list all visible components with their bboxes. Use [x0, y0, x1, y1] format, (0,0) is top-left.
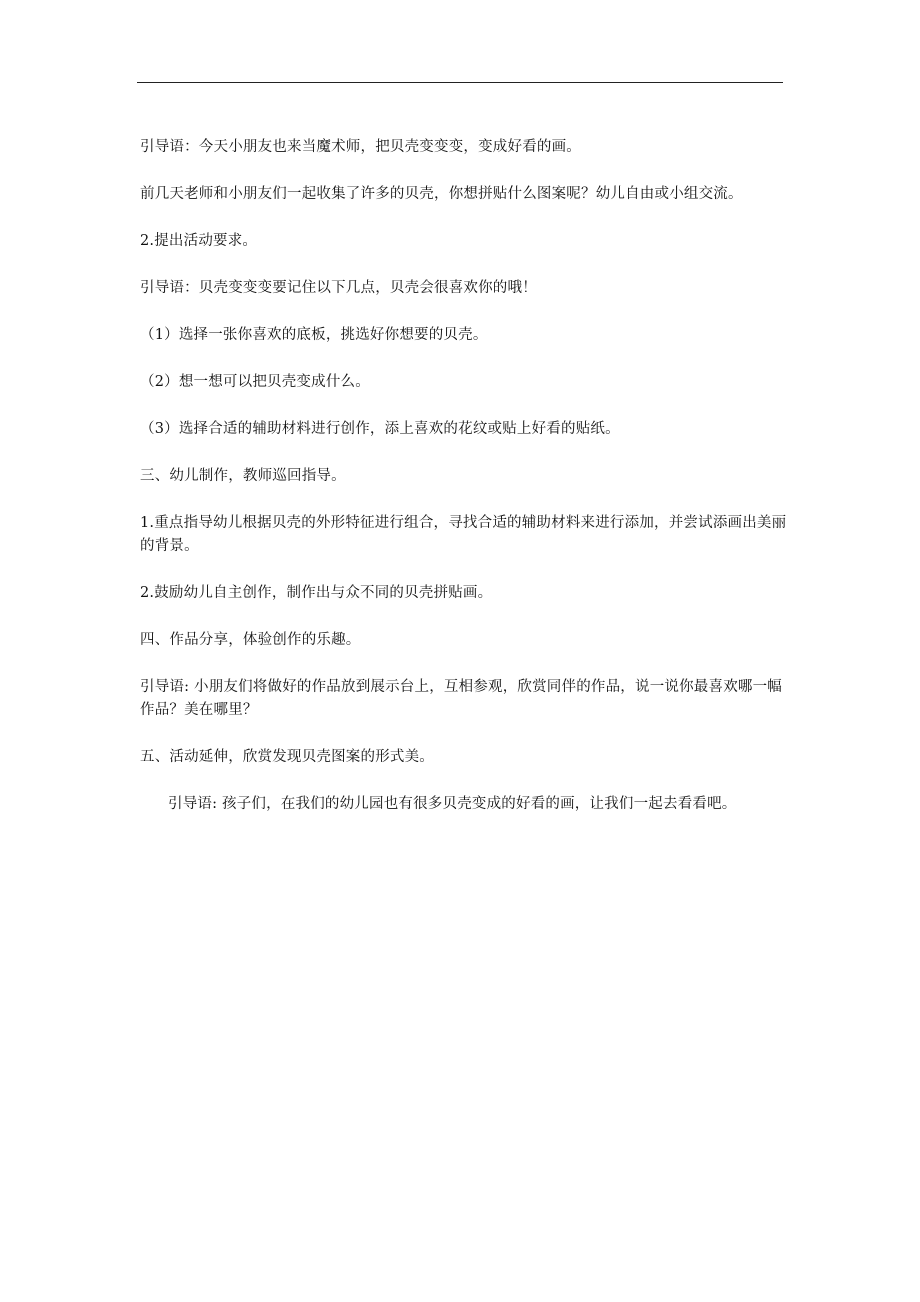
section-heading-4: 四、作品分享，体验创作的乐趣。 [140, 632, 361, 648]
section-heading-3: 三、幼儿制作，教师巡回指导。 [140, 468, 346, 484]
paragraph-collection: 前几天老师和小朋友们一起收集了许多的贝壳，你想拼贴什么图案呢？幼儿自由或小组交流。 [140, 186, 743, 202]
header-rule [137, 82, 783, 83]
paragraph-guidance-1: 1.重点指导幼儿根据贝壳的外形特征进行组合，寻找合适的辅助材料来进行添加，并尝试添画出美丽的背景。 [140, 515, 787, 554]
paragraph-requirement-2: （2）想一想可以把贝壳变成什么。 [140, 374, 370, 390]
document-body [140, 136, 788, 840]
paragraph-sharing: 引导语: 小朋友们将做好的作品放到展示台上，互相参观，欣赏同伴的作品，说一说你最喜欢哪一幅作品？美在哪里？ [140, 679, 782, 718]
paragraph-requirements-intro: 引导语：贝壳变变变要记住以下几点，贝壳会很喜欢你的哦！ [140, 280, 537, 296]
paragraph-requirement-3: （3）选择合适的辅助材料进行创作，添上喜欢的花纹或贴上好看的贴纸。 [140, 421, 620, 437]
paragraph-requirement-1: （1）选择一张你喜欢的底板，挑选好你想要的贝壳。 [140, 327, 488, 343]
section-heading-5: 五、活动延伸，欣赏发现贝壳图案的形式美。 [140, 749, 434, 765]
paragraph-extension: 引导语: 孩子们，在我们的幼儿园也有很多贝壳变成的好看的画，让我们一起去看看吧。 [168, 796, 737, 812]
paragraph-intro: 引导语：今天小朋友也来当魔术师，把贝壳变变变，变成好看的画。 [140, 139, 581, 155]
paragraph-guidance-2: 2.鼓励幼儿自主创作，制作出与众不同的贝壳拼贴画。 [140, 585, 493, 601]
paragraph-requirements-heading: 2.提出活动要求。 [140, 233, 258, 249]
